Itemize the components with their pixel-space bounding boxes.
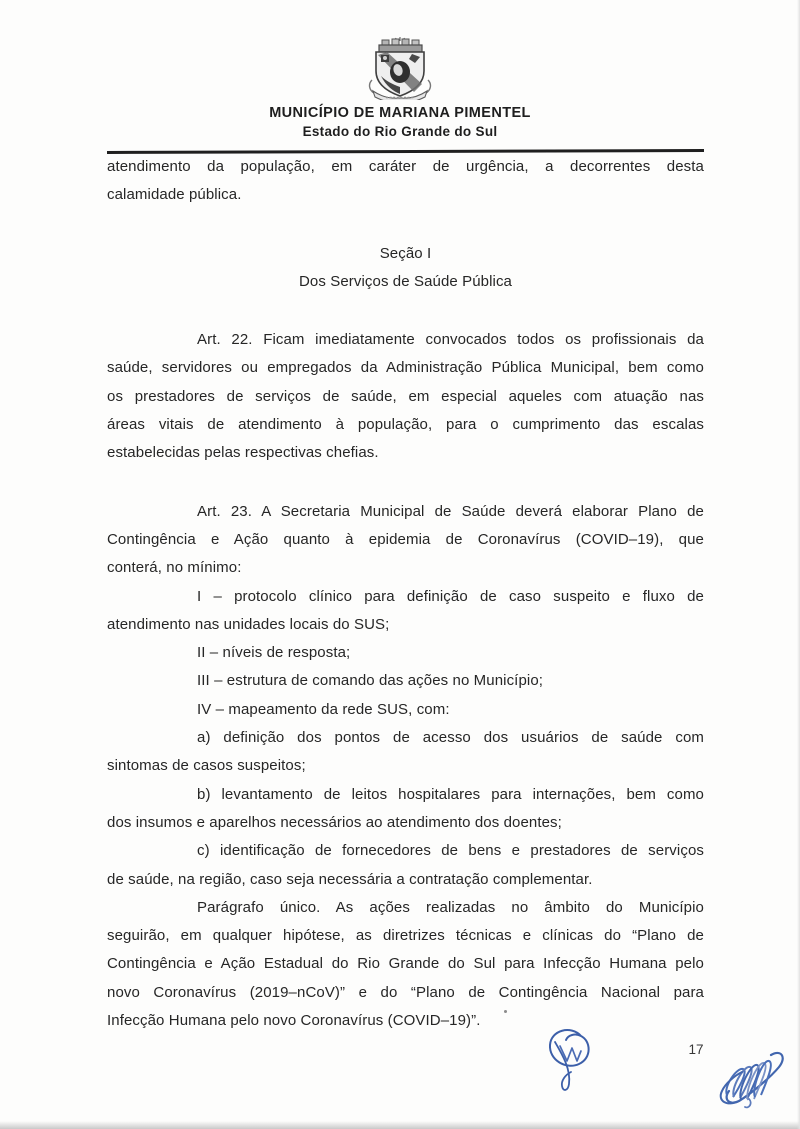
text-line: atendimento nas unidades locais do SUS; (107, 615, 390, 633)
text-line: seguirão, em qualquer hipótese, as diretrizes técnicas e clínicas do “Plano de (107, 927, 704, 945)
text-line: conterá, no mínimo: (107, 559, 242, 577)
text-line: a) definição dos pontos de acesso dos usuários de saúde com (197, 729, 704, 747)
text-line: Parágrafo único. As ações realizadas no âmbito do Município (197, 898, 704, 916)
text-line: dos insumos e aparelhos necessários ao atendimento dos doentes; (107, 813, 562, 831)
text-line: II – níveis de resposta; (197, 644, 351, 662)
text-line: c) identificação de fornecedores de bens e prestadores de serviços (197, 842, 704, 860)
text-line: IV – mapeamento da rede SUS, com: (197, 700, 450, 718)
handwritten-signature-icon (709, 1045, 793, 1113)
text-line: Art. 23. A Secretaria Municipal de Saúde deverá elaborar Plano de (197, 502, 704, 520)
text-line: estabelecidas pelas respectivas chefias. (107, 444, 379, 462)
text-line: os prestadores de serviços de saúde, em especial aqueles com atuação nas (107, 387, 704, 405)
text-line: de saúde, na região, caso seja necessária a contratação complementar. (107, 870, 593, 888)
handwritten-initials-icon (541, 1023, 599, 1099)
section-title: Dos Serviços de Saúde Pública (298, 272, 513, 290)
text-line: sintomas de casos suspeitos; (107, 757, 306, 775)
coat-of-arms-icon (362, 36, 438, 100)
text-line: Art. 22. Ficam imediatamente convocados todos os profissionais da (197, 331, 704, 349)
text-line: I – protocolo clínico para definição de caso suspeito e fluxo de (197, 587, 704, 605)
text-line: atendimento da população, em caráter de urgência, a decorrentes desta (107, 158, 704, 175)
text-line: b) levantamento de leitos hospitalares para internações, bem como (197, 785, 704, 803)
text-line: calamidade pública. (107, 186, 242, 204)
municipality-name: MUNICÍPIO DE MARIANA PIMENTEL (269, 105, 531, 121)
text-line: Contingência e Ação quanto à epidemia de Coronavírus (COVID–19), que (107, 530, 704, 548)
scan-edge-bottom (0, 1121, 800, 1129)
text-line: áreas vitais de atendimento à população, para o cumprimento das escalas (107, 416, 704, 434)
scan-speck (504, 1010, 507, 1013)
text-line: Contingência e Ação Estadual do Rio Grande do Sul para Infecção Humana pelo (107, 955, 704, 973)
text-line: novo Coronavírus (2019–nCoV)” e do “Plano de Contingência Nacional para (107, 983, 704, 1001)
page-number: 17 (688, 1042, 704, 1057)
section-number: Seção I (379, 244, 432, 262)
text-line: III – estrutura de comando das ações no Município; (197, 672, 544, 690)
text-line: saúde, servidores ou empregados da Administração Pública Municipal, bem como (107, 359, 704, 377)
document-body (107, 153, 704, 1035)
text-line: Infecção Humana pelo novo Coronavírus (COVID–19)”. (107, 1012, 481, 1030)
state-name: Estado do Rio Grande do Sul (302, 124, 498, 139)
